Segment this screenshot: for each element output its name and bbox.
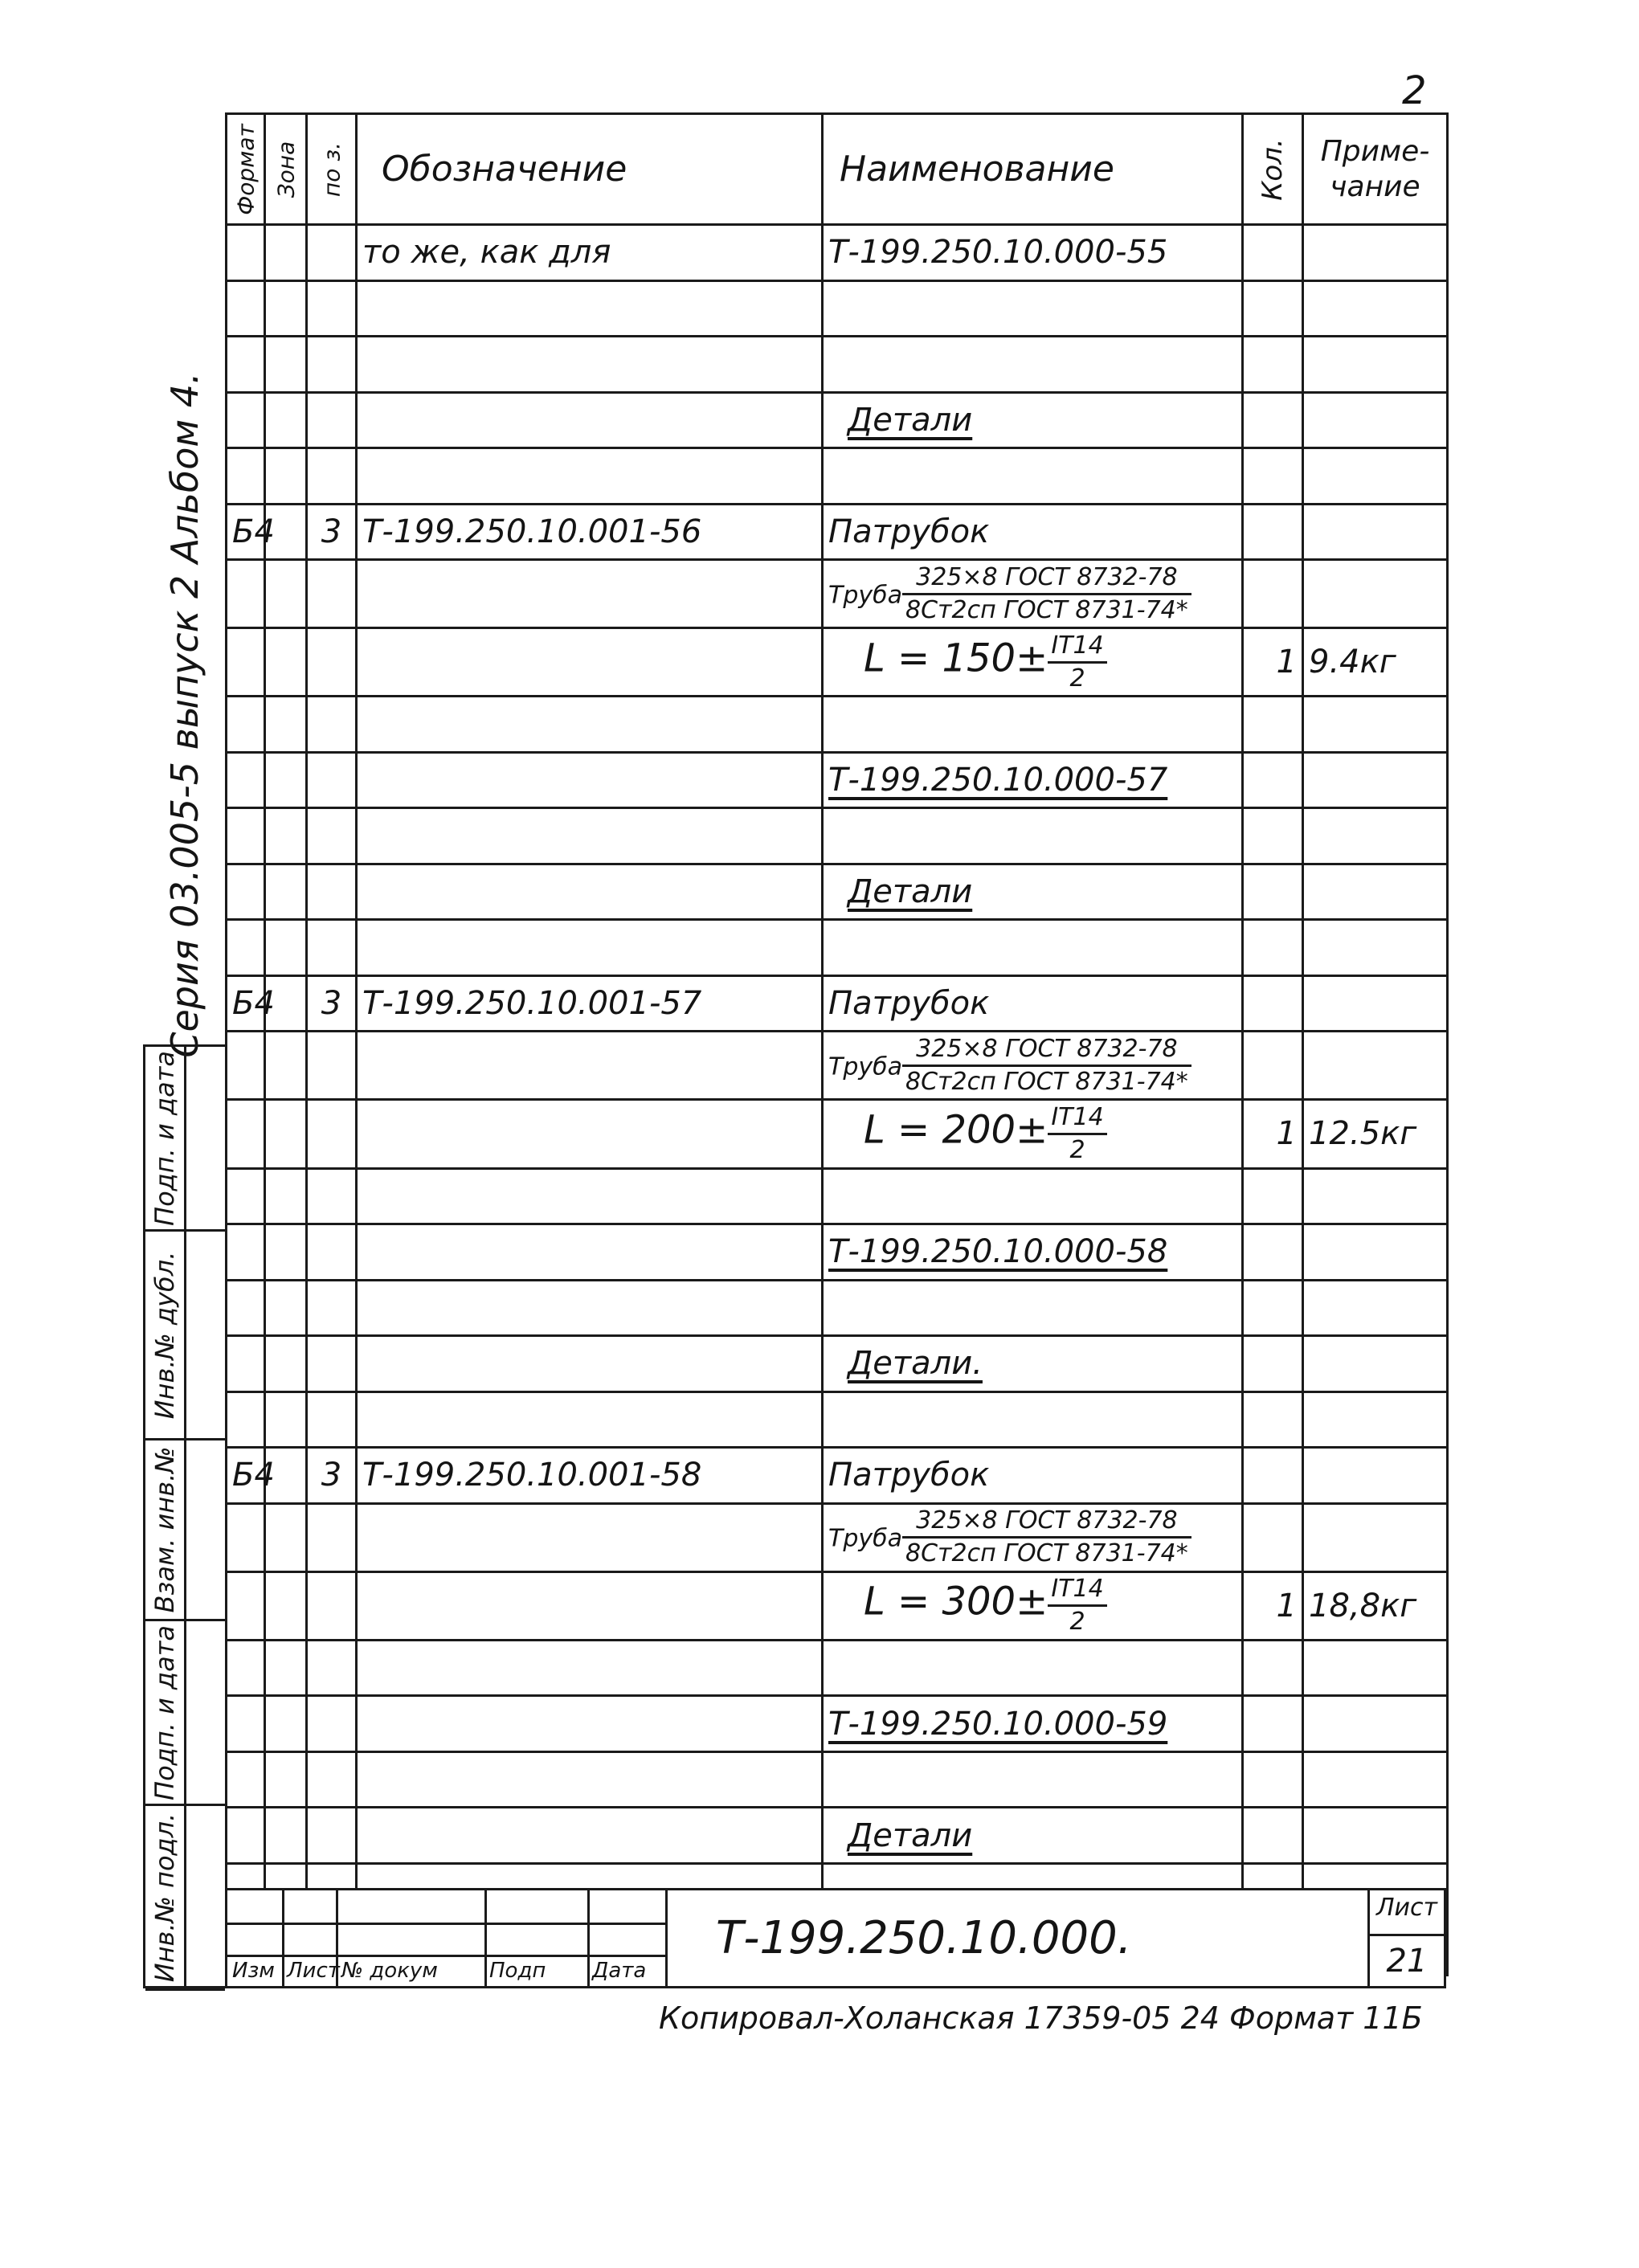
table-row bbox=[227, 1808, 1448, 1864]
cell-name bbox=[823, 1280, 1243, 1336]
pipe-word: Труба bbox=[828, 1524, 903, 1553]
cell-qty: 1 bbox=[1243, 628, 1303, 697]
table-row bbox=[227, 975, 1448, 1032]
cell-qty bbox=[1243, 280, 1303, 337]
cell-pos bbox=[307, 448, 357, 505]
sheet-label: Лист bbox=[1370, 1894, 1444, 1936]
cell-zone bbox=[265, 1808, 307, 1864]
cell-name: Детали. bbox=[823, 1336, 1243, 1392]
cell-note bbox=[1303, 920, 1448, 976]
cell-qty bbox=[1243, 1448, 1303, 1504]
cell-qty bbox=[1243, 1696, 1303, 1752]
cell-designation bbox=[357, 337, 823, 393]
cell-zone bbox=[265, 280, 307, 337]
cell-zone bbox=[265, 225, 307, 281]
cell-qty bbox=[1243, 1224, 1303, 1281]
cell-pos bbox=[307, 628, 357, 697]
series-note-text: Серия 03.005-5 выпуск 2 Альбом 4. bbox=[163, 372, 206, 1058]
cell-pos bbox=[307, 1751, 357, 1808]
table-row bbox=[227, 1168, 1448, 1224]
length-text: L = 200± bbox=[864, 1107, 1048, 1153]
cell-zone bbox=[265, 1100, 307, 1168]
side-label: Инв.№ дубл. bbox=[149, 1251, 180, 1419]
table-row bbox=[227, 920, 1448, 976]
cell-name: Патрубок bbox=[823, 975, 1243, 1032]
cell-name-length bbox=[823, 1571, 1243, 1640]
cell-name bbox=[823, 448, 1243, 505]
cell-pos bbox=[307, 560, 357, 628]
cell-qty bbox=[1243, 1640, 1303, 1696]
cell-note bbox=[1303, 808, 1448, 864]
cell-zone bbox=[265, 1032, 307, 1100]
cell-format bbox=[227, 1640, 265, 1696]
cell-note bbox=[1303, 864, 1448, 920]
cell-note bbox=[1303, 752, 1448, 808]
cell-qty bbox=[1243, 225, 1303, 281]
cell-pos bbox=[307, 808, 357, 864]
cell-pos bbox=[307, 1336, 357, 1392]
series-note bbox=[161, 372, 209, 1058]
cell-designation bbox=[357, 1168, 823, 1224]
side-label-cell bbox=[145, 1232, 225, 1440]
cell-name bbox=[823, 337, 1243, 393]
cell-note bbox=[1303, 448, 1448, 505]
cell-format bbox=[227, 628, 265, 697]
header-pos: по з. bbox=[307, 114, 357, 225]
cell-note bbox=[1303, 1808, 1448, 1864]
cell-format bbox=[227, 1808, 265, 1864]
cell-note: 9.4кг bbox=[1303, 628, 1448, 697]
side-label-cell bbox=[145, 1440, 225, 1621]
cell-qty bbox=[1243, 504, 1303, 560]
side-label-cell bbox=[145, 1047, 225, 1232]
cell-designation: Т-199.250.10.001-57 bbox=[357, 975, 823, 1032]
cell-qty bbox=[1243, 448, 1303, 505]
cell-name bbox=[823, 1751, 1243, 1808]
cell-pos bbox=[307, 1224, 357, 1281]
cell-qty bbox=[1243, 560, 1303, 628]
cell-note bbox=[1303, 1696, 1448, 1752]
cell-pos bbox=[307, 920, 357, 976]
table-row bbox=[227, 1448, 1448, 1504]
cell-designation bbox=[357, 752, 823, 808]
cell-note bbox=[1303, 697, 1448, 753]
table-row bbox=[227, 628, 1448, 697]
table-row bbox=[227, 1100, 1448, 1168]
cell-format: Б4 bbox=[227, 504, 265, 560]
cell-note bbox=[1303, 392, 1448, 448]
cell-pos bbox=[307, 1503, 357, 1571]
cell-designation: то же, как для bbox=[357, 225, 823, 281]
title-block-label: Изм bbox=[232, 1959, 275, 1983]
cell-note bbox=[1303, 1751, 1448, 1808]
table-row bbox=[227, 1503, 1448, 1571]
cell-qty bbox=[1243, 1391, 1303, 1448]
title-block-label: Дата bbox=[592, 1959, 647, 1983]
cell-name: Детали bbox=[823, 864, 1243, 920]
cell-zone bbox=[265, 560, 307, 628]
length-text: L = 300± bbox=[864, 1579, 1048, 1624]
cell-name bbox=[823, 1391, 1243, 1448]
cell-format bbox=[227, 752, 265, 808]
cell-zone bbox=[265, 697, 307, 753]
length-tolerance: $\frac{IT14}{2}$ bbox=[1048, 631, 1106, 694]
cell-designation: Т-199.250.10.001-56 bbox=[357, 504, 823, 560]
cell-format bbox=[227, 1168, 265, 1224]
cell-zone bbox=[265, 628, 307, 697]
cell-pos bbox=[307, 337, 357, 393]
table-row bbox=[227, 1640, 1448, 1696]
pipe-word: Труба bbox=[828, 1052, 903, 1081]
cell-designation bbox=[357, 392, 823, 448]
cell-designation bbox=[357, 1640, 823, 1696]
table-row bbox=[227, 392, 1448, 448]
title-block bbox=[225, 1888, 1446, 1988]
cell-zone bbox=[265, 337, 307, 393]
cell-note: 18,8кг bbox=[1303, 1571, 1448, 1640]
cell-designation bbox=[357, 808, 823, 864]
side-label-cell bbox=[145, 1806, 225, 1991]
cell-note bbox=[1303, 1032, 1448, 1100]
side-label: Взам. инв.№ bbox=[149, 1446, 180, 1613]
cell-format bbox=[227, 1280, 265, 1336]
cell-name bbox=[823, 1640, 1243, 1696]
pipe-fraction: $\frac{\text{325×8 ГОСТ 8732-78}}{\text{8Ст2сп ГОСТ 8731-74*}}$ bbox=[902, 1506, 1191, 1569]
cell-designation bbox=[357, 864, 823, 920]
cell-zone bbox=[265, 1696, 307, 1752]
cell-note bbox=[1303, 1224, 1448, 1281]
cell-designation bbox=[357, 448, 823, 505]
cell-qty: 1 bbox=[1243, 1100, 1303, 1168]
cell-name-pipe bbox=[823, 560, 1243, 628]
table-row bbox=[227, 1696, 1448, 1752]
cell-pos bbox=[307, 225, 357, 281]
page-number: 2 bbox=[1402, 68, 1427, 113]
cell-qty bbox=[1243, 920, 1303, 976]
cell-note: 12.5кг bbox=[1303, 1100, 1448, 1168]
cell-pos bbox=[307, 1808, 357, 1864]
cell-pos bbox=[307, 864, 357, 920]
cell-name bbox=[823, 808, 1243, 864]
cell-format bbox=[227, 1503, 265, 1571]
cell-pos bbox=[307, 1391, 357, 1448]
cell-note bbox=[1303, 1391, 1448, 1448]
table-row bbox=[227, 1280, 1448, 1336]
cell-name-length bbox=[823, 628, 1243, 697]
cell-designation bbox=[357, 1280, 823, 1336]
cell-qty bbox=[1243, 1280, 1303, 1336]
cell-note bbox=[1303, 1640, 1448, 1696]
cell-zone bbox=[265, 920, 307, 976]
table-row bbox=[227, 560, 1448, 628]
cell-format bbox=[227, 1336, 265, 1392]
cell-zone bbox=[265, 808, 307, 864]
cell-designation bbox=[357, 920, 823, 976]
cell-designation bbox=[357, 280, 823, 337]
cell-format bbox=[227, 280, 265, 337]
cell-qty bbox=[1243, 1503, 1303, 1571]
cell-format bbox=[227, 448, 265, 505]
title-block-label: Лист bbox=[287, 1959, 340, 1983]
cell-format bbox=[227, 697, 265, 753]
specification-table bbox=[225, 112, 1446, 1976]
cell-note bbox=[1303, 337, 1448, 393]
table-row bbox=[227, 1751, 1448, 1808]
cell-qty bbox=[1243, 392, 1303, 448]
cell-designation bbox=[357, 1696, 823, 1752]
cell-format bbox=[227, 1224, 265, 1281]
cell-qty bbox=[1243, 808, 1303, 864]
table-row bbox=[227, 225, 1448, 281]
side-label: Подп. и дата bbox=[149, 1050, 180, 1226]
cell-qty bbox=[1243, 1808, 1303, 1864]
cell-note bbox=[1303, 1503, 1448, 1571]
cell-designation: Т-199.250.10.001-58 bbox=[357, 1448, 823, 1504]
header-qty: Кол. bbox=[1243, 114, 1303, 225]
table-row bbox=[227, 337, 1448, 393]
cell-name bbox=[823, 280, 1243, 337]
cell-format bbox=[227, 225, 265, 281]
cell-pos bbox=[307, 280, 357, 337]
document-designation: Т-199.250.10.000. bbox=[665, 1890, 1372, 1986]
table-row bbox=[227, 697, 1448, 753]
table-row bbox=[227, 280, 1448, 337]
cell-zone bbox=[265, 1280, 307, 1336]
cell-pos bbox=[307, 1696, 357, 1752]
cell-name: Патрубок bbox=[823, 504, 1243, 560]
cell-pos: 3 bbox=[307, 504, 357, 560]
cell-designation bbox=[357, 628, 823, 697]
cell-name-length bbox=[823, 1100, 1243, 1168]
cell-zone bbox=[265, 1391, 307, 1448]
table-row bbox=[227, 1336, 1448, 1392]
cell-zone bbox=[265, 392, 307, 448]
length-tolerance: $\frac{IT14}{2}$ bbox=[1048, 1102, 1106, 1166]
cell-note bbox=[1303, 1336, 1448, 1392]
cell-note bbox=[1303, 560, 1448, 628]
cell-name bbox=[823, 1168, 1243, 1224]
cell-qty bbox=[1243, 1168, 1303, 1224]
cell-name: Патрубок bbox=[823, 1448, 1243, 1504]
table-row bbox=[227, 1391, 1448, 1448]
cell-designation bbox=[357, 1224, 823, 1281]
cell-name: Детали bbox=[823, 1808, 1243, 1864]
cell-zone bbox=[265, 1640, 307, 1696]
sheet-box bbox=[1367, 1890, 1444, 1986]
cell-zone bbox=[265, 1336, 307, 1392]
header-row bbox=[227, 114, 1448, 225]
cell-pos bbox=[307, 697, 357, 753]
cell-pos bbox=[307, 1100, 357, 1168]
table-row bbox=[227, 448, 1448, 505]
cell-designation bbox=[357, 1808, 823, 1864]
cell-pos bbox=[307, 1168, 357, 1224]
cell-zone bbox=[265, 448, 307, 505]
cell-zone bbox=[265, 752, 307, 808]
cell-format bbox=[227, 1391, 265, 1448]
side-label: Подп. и дата bbox=[149, 1624, 180, 1800]
sheet-number: 21 bbox=[1386, 1943, 1428, 1980]
cell-zone bbox=[265, 864, 307, 920]
cell-qty bbox=[1243, 1336, 1303, 1392]
cell-format bbox=[227, 337, 265, 393]
table-row bbox=[227, 864, 1448, 920]
cell-designation bbox=[357, 1503, 823, 1571]
cell-format bbox=[227, 864, 265, 920]
cell-pos bbox=[307, 1640, 357, 1696]
cell-name bbox=[823, 920, 1243, 976]
copy-line: Копировал-Холанская 17359-05 24 Формат 11Б bbox=[659, 2000, 1423, 2036]
cell-name: Детали bbox=[823, 392, 1243, 448]
table-row bbox=[227, 504, 1448, 560]
pipe-word: Труба bbox=[828, 581, 903, 610]
cell-note bbox=[1303, 280, 1448, 337]
cell-note bbox=[1303, 504, 1448, 560]
cell-pos bbox=[307, 1571, 357, 1640]
side-label-cell bbox=[145, 1621, 225, 1806]
cell-pos bbox=[307, 392, 357, 448]
cell-format bbox=[227, 560, 265, 628]
cell-qty bbox=[1243, 864, 1303, 920]
cell-qty bbox=[1243, 1751, 1303, 1808]
side-label: Инв.№ подл. bbox=[149, 1812, 180, 1982]
cell-pos bbox=[307, 752, 357, 808]
cell-designation bbox=[357, 560, 823, 628]
cell-name: Т-199.250.10.000-57 bbox=[823, 752, 1243, 808]
cell-designation bbox=[357, 1032, 823, 1100]
cell-zone bbox=[265, 1224, 307, 1281]
cell-pos bbox=[307, 1032, 357, 1100]
cell-name: Т-199.250.10.000-59 bbox=[823, 1696, 1243, 1752]
length-text: L = 150± bbox=[864, 635, 1048, 681]
cell-pos: 3 bbox=[307, 975, 357, 1032]
cell-name: Т-199.250.10.000-55 bbox=[823, 225, 1243, 281]
table-row bbox=[227, 808, 1448, 864]
cell-designation bbox=[357, 1100, 823, 1168]
cell-designation bbox=[357, 697, 823, 753]
title-block-grid bbox=[227, 1890, 665, 1986]
cell-format bbox=[227, 1100, 265, 1168]
cell-qty: 1 bbox=[1243, 1571, 1303, 1640]
cell-qty bbox=[1243, 697, 1303, 753]
cell-name: Т-199.250.10.000-58 bbox=[823, 1224, 1243, 1281]
cell-note bbox=[1303, 1448, 1448, 1504]
table-row bbox=[227, 1224, 1448, 1281]
cell-designation bbox=[357, 1571, 823, 1640]
cell-note bbox=[1303, 1168, 1448, 1224]
cell-zone bbox=[265, 1751, 307, 1808]
cell-name-pipe bbox=[823, 1032, 1243, 1100]
cell-zone bbox=[265, 1571, 307, 1640]
table-row bbox=[227, 752, 1448, 808]
title-block-label: Подп bbox=[489, 1959, 546, 1983]
title-block-label: № докум bbox=[341, 1959, 438, 1983]
cell-qty bbox=[1243, 752, 1303, 808]
header-name: Наименование bbox=[823, 114, 1243, 225]
cell-qty bbox=[1243, 1032, 1303, 1100]
cell-format bbox=[227, 1696, 265, 1752]
cell-note bbox=[1303, 975, 1448, 1032]
table-row bbox=[227, 1571, 1448, 1640]
cell-format bbox=[227, 920, 265, 976]
header-note: Приме- чание bbox=[1303, 114, 1448, 225]
cell-zone bbox=[265, 1503, 307, 1571]
cell-designation bbox=[357, 1751, 823, 1808]
cell-format bbox=[227, 392, 265, 448]
cell-format bbox=[227, 1751, 265, 1808]
pipe-fraction: $\frac{\text{325×8 ГОСТ 8732-78}}{\text{8Ст2сп ГОСТ 8731-74*}}$ bbox=[902, 1034, 1191, 1097]
cell-name-pipe bbox=[823, 1503, 1243, 1571]
cell-format: Б4 bbox=[227, 1448, 265, 1504]
header-zone: Зона bbox=[265, 114, 307, 225]
cell-format: Б4 bbox=[227, 975, 265, 1032]
cell-qty bbox=[1243, 337, 1303, 393]
cell-note bbox=[1303, 225, 1448, 281]
header-designation: Обозначение bbox=[357, 114, 823, 225]
cell-qty bbox=[1243, 975, 1303, 1032]
pipe-fraction: $\frac{\text{325×8 ГОСТ 8732-78}}{\text{8Ст2сп ГОСТ 8731-74*}}$ bbox=[902, 562, 1191, 626]
length-tolerance: $\frac{IT14}{2}$ bbox=[1048, 1574, 1106, 1637]
cell-name bbox=[823, 697, 1243, 753]
cell-pos: 3 bbox=[307, 1448, 357, 1504]
cell-zone bbox=[265, 1168, 307, 1224]
header-format: Формат bbox=[227, 114, 265, 225]
table-row bbox=[227, 1032, 1448, 1100]
cell-designation bbox=[357, 1336, 823, 1392]
cell-note bbox=[1303, 1280, 1448, 1336]
cell-designation bbox=[357, 1391, 823, 1448]
cell-format bbox=[227, 1032, 265, 1100]
cell-format bbox=[227, 1571, 265, 1640]
side-margin-strip bbox=[143, 1044, 225, 1988]
cell-pos bbox=[307, 1280, 357, 1336]
cell-format bbox=[227, 808, 265, 864]
